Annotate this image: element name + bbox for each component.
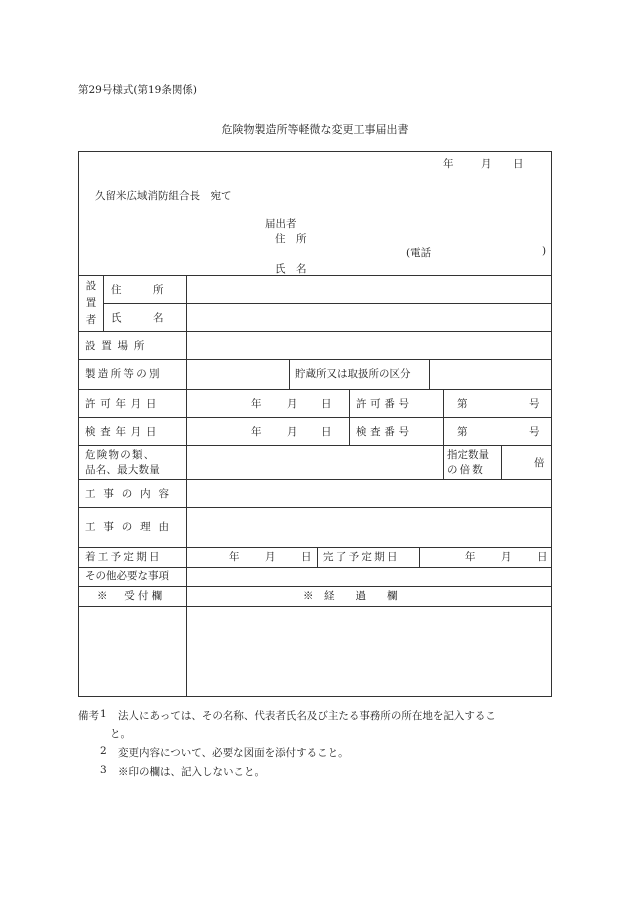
multiple-label-line1: 指定数量 <box>447 449 489 461</box>
facility-type-label: 製造所等の別 <box>85 368 162 380</box>
permit-number-suffix: 号 <box>529 398 540 410</box>
installer-label: 設置者 <box>85 280 97 326</box>
start-month: 月 <box>265 551 276 563</box>
progress-area <box>187 607 551 696</box>
notes-label: 備考 <box>78 710 99 722</box>
hazmat-label-line1: 危険物の類、 <box>85 449 156 461</box>
note-2-number: 2 <box>100 745 107 757</box>
addressee: 久留米広域消防組合長 宛て <box>95 190 232 202</box>
start-year: 年 <box>229 551 240 563</box>
permit-number-label: 許可番号 <box>356 398 413 410</box>
permit-date-label: 許可年月日 <box>85 398 162 410</box>
start-date-label: 着工予定期日 <box>85 551 162 563</box>
date-month-label: 月 <box>481 158 492 170</box>
permit-number-prefix: 第 <box>457 398 468 410</box>
completion-date-label: 完了予定期日 <box>323 551 400 563</box>
form-number: 第29号様式(第19条関係) <box>78 84 197 96</box>
start-day: 日 <box>301 551 312 563</box>
note-2-text: 変更内容について、必要な図面を添付すること。 <box>118 747 349 759</box>
completion-day: 日 <box>537 551 548 563</box>
inspection-number-prefix: 第 <box>457 426 468 438</box>
date-day-label: 日 <box>513 158 524 170</box>
reception-label: ※ 受付欄 <box>97 590 166 602</box>
note-3-number: 3 <box>100 764 107 776</box>
completion-month: 月 <box>501 551 512 563</box>
form-table <box>78 151 552 697</box>
date-year-label: 年 <box>443 158 454 170</box>
applicant-address-label: 住 所 <box>275 233 307 245</box>
completion-year: 年 <box>465 551 476 563</box>
permit-year: 年 <box>251 398 262 410</box>
multiple-label-line2: の倍数 <box>447 464 485 476</box>
applicant-name-label: 氏 名 <box>275 263 307 275</box>
installer-name-label: 氏 名 <box>111 312 164 324</box>
progress-label: ※ 経 過 欄 <box>303 590 398 602</box>
phone-close: ) <box>542 245 547 257</box>
multiple-unit: 倍 <box>534 457 545 469</box>
phone-label: (電話 <box>406 247 432 259</box>
inspection-day: 日 <box>321 426 332 438</box>
hazmat-label-line2: 品名、最大数量 <box>85 464 160 476</box>
reception-area <box>79 607 186 696</box>
inspection-month: 月 <box>287 426 298 438</box>
permit-month: 月 <box>287 398 298 410</box>
work-content-label: 工事の内容 <box>85 488 177 500</box>
applicant-label: 届出者 <box>265 218 297 230</box>
location-label: 設置場所 <box>85 340 151 352</box>
note-1-text: 法人にあっては、その名称、代表者氏名及び主たる事務所の所在地を記入するこ <box>118 710 496 722</box>
installer-address-label: 住 所 <box>111 284 164 296</box>
permit-day: 日 <box>321 398 332 410</box>
note-3-text: ※印の欄は、記入しないこと。 <box>118 766 265 778</box>
inspection-year: 年 <box>251 426 262 438</box>
inspection-number-label: 検査番号 <box>356 426 413 438</box>
note-1-continuation: と。 <box>110 728 131 740</box>
other-items-label: その他必要な事項 <box>85 570 169 582</box>
inspection-date-label: 検査年月日 <box>85 426 162 438</box>
storage-type-label: 貯蔵所又は取扱所の区分 <box>295 368 411 380</box>
form-title: 危険物製造所等軽微な変更工事届出書 <box>221 123 409 136</box>
note-1-number: 1 <box>100 708 107 720</box>
inspection-number-suffix: 号 <box>529 426 540 438</box>
work-reason-label: 工事の理由 <box>85 521 177 533</box>
